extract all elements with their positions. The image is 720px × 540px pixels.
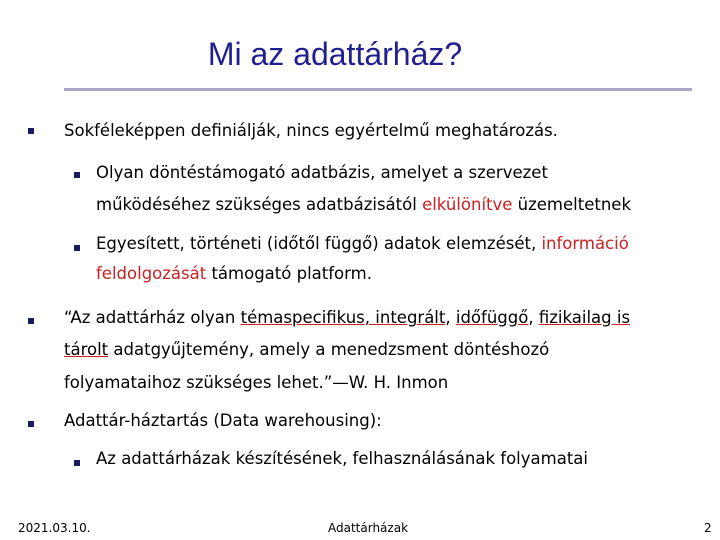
bullet-marker: [74, 460, 80, 466]
quote-text: adatgyűjtemény, amely a menedzsment döntéshozó: [108, 340, 550, 359]
footer-page-number: 2: [704, 521, 712, 535]
bullet-1b-text-end: támogató platform.: [206, 264, 372, 283]
quote-text: “Az adattárház olyan: [64, 308, 241, 327]
emphasis-fizikailag: fizikailag is: [538, 308, 631, 327]
bullet-marker: [28, 421, 34, 427]
bullet-marker: [74, 172, 80, 178]
bullet-marker: [74, 245, 80, 251]
emphasis-temaspecifikus: témaspecifikus: [240, 308, 365, 327]
bullet-1a-text: működéséhez szükséges adatbázisától: [96, 195, 423, 214]
emphasis-tarolt: tárolt: [64, 340, 109, 359]
bullet-3-text: Adattár-háztartás (Data warehousing):: [64, 411, 382, 430]
quote-sep: ,: [528, 308, 539, 327]
bullet-2-line-3: folyamataihoz szükséges lehet.”—W. H. Inmon: [64, 373, 449, 392]
emphasis-informacio: információ: [541, 234, 629, 253]
quote-sep: ,: [364, 308, 371, 327]
bullet-marker: [28, 128, 34, 134]
bullet-1a-line-1: Olyan döntéstámogató adatbázis, amelyet a szervezet: [96, 163, 548, 182]
bullet-1a-text-end: üzemeltetnek: [512, 195, 631, 214]
emphasis-idofuggo: időfüggő: [455, 308, 529, 327]
emphasis-feldolgozasat: feldolgozását: [96, 264, 207, 283]
emphasis-integralt: integrált: [370, 308, 446, 327]
slide-title: Mi az adattárház?: [207, 36, 463, 72]
footer-date: 2021.03.10.: [18, 521, 91, 535]
bullet-3a-text: Az adattárházak készítésének, felhasználásának folyamatai: [96, 449, 588, 468]
title-rule: [64, 88, 692, 91]
bullet-marker: [28, 318, 34, 324]
bullet-1b-text: Egyesített, történeti (időtől függő) adatok elemzését,: [96, 234, 542, 253]
bullet-1b-line-1: [96, 234, 629, 253]
bullet-2-line-2: [64, 340, 549, 359]
bullet-1a-line-2: [96, 195, 631, 214]
footer-title: Adattárházak: [328, 521, 409, 535]
bullet-2-line-1: [64, 308, 630, 327]
bullet-1b-line-2: [96, 264, 372, 283]
quote-sep: ,: [445, 308, 456, 327]
emphasis-elkulonitve: elkülönítve: [422, 195, 513, 214]
bullet-1-text: Sokféleképpen definiálják, nincs egyértelmű meghatározás.: [64, 121, 558, 140]
